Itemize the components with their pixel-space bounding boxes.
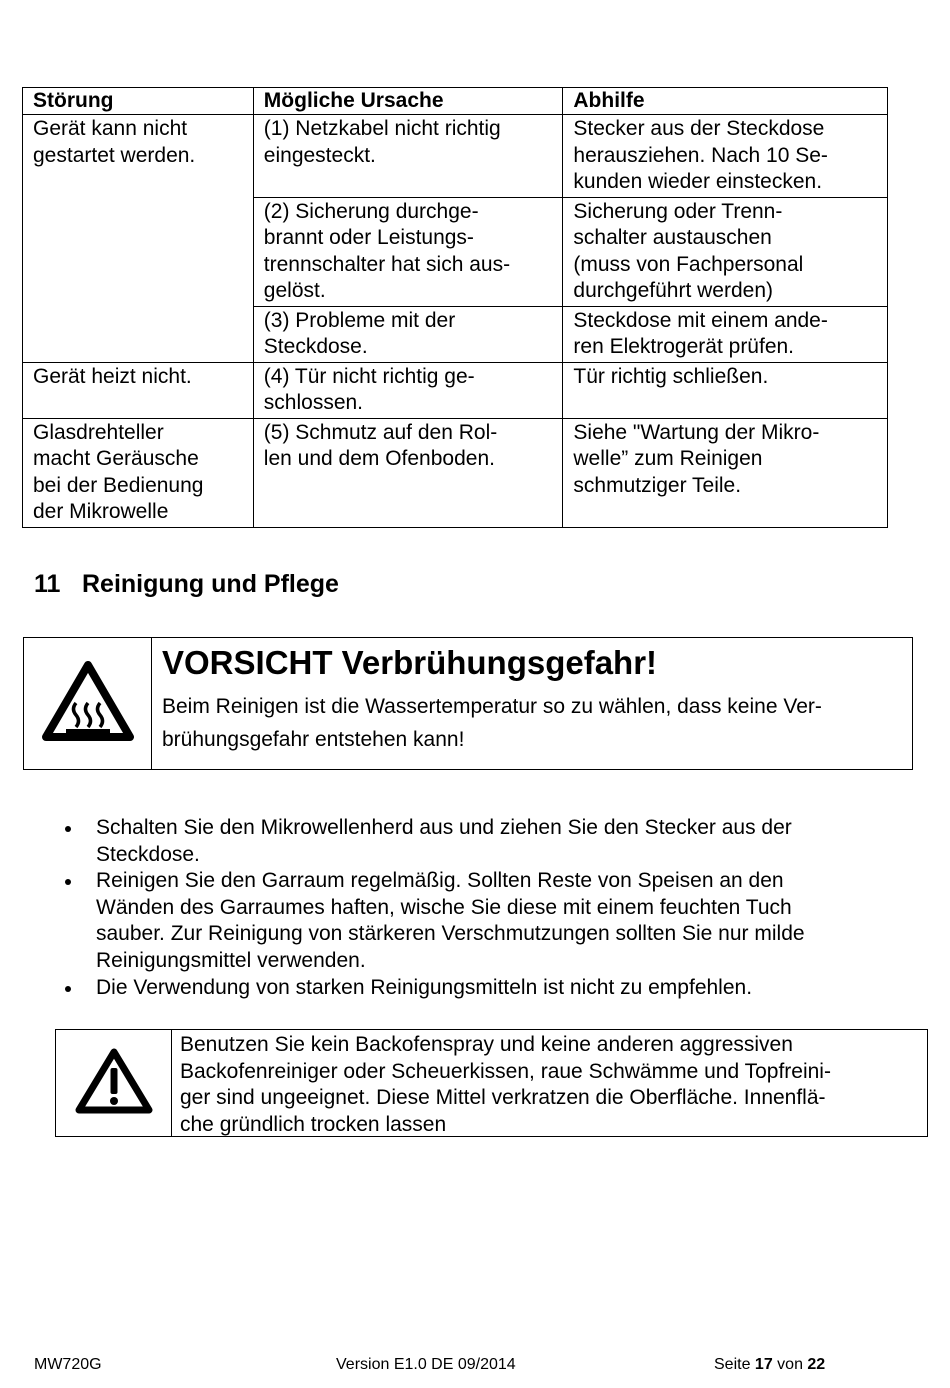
problem-cell: Glasdrehteller macht Geräusche bei der Bedienung der Mikrowelle [23, 418, 254, 527]
header-problem: Störung [23, 88, 254, 115]
exclamation-warning-icon [75, 1048, 153, 1119]
header-remedy: Abhilfe [563, 88, 888, 115]
cause-cell: (2) Sicherung durchge- brannt oder Leistungs- trennschalter hat sich aus- gelöst. [253, 197, 563, 306]
bullet-icon [65, 879, 71, 885]
remedy-cell: Sicherung oder Trenn- schalter austauschen (muss von Fachpersonal durchgeführt werden) [563, 197, 888, 306]
warning-box [55, 1029, 928, 1137]
cause-cell: (1) Netzkabel nicht richtig eingesteckt. [253, 115, 563, 198]
list-item: Schalten Sie den Mikrowellenherd aus und ziehen Sie den Stecker aus der Steckdose. [60, 815, 890, 868]
footer-page-number: Seite 17 von 22 [714, 1356, 826, 1373]
section-heading [34, 570, 339, 599]
bullet-icon [65, 826, 71, 832]
cause-cell: (5) Schmutz auf den Rol- len und dem Ofenboden. [253, 418, 563, 527]
problem-cell: Gerät heizt nicht. [23, 362, 254, 418]
caution-text: Beim Reinigen ist die Wassertemperatur so zu wählen, dass keine Ver- brühungsgefahr entstehen kann! [162, 695, 822, 751]
section-title: Reinigung und Pflege [82, 570, 339, 598]
caution-box [23, 637, 913, 770]
table-header-row [23, 88, 888, 115]
table-row [23, 418, 888, 527]
footer-version: Version E1.0 DE 09/2014 [336, 1356, 516, 1373]
remedy-cell: Stecker aus der Steckdose herausziehen. Nach 10 Se- kunden wieder einstecken. [563, 115, 888, 198]
table-row [23, 115, 888, 198]
list-item: Die Verwendung von starken Reinigungsmitteln ist nicht zu empfehlen. [60, 975, 890, 1002]
cause-cell: (4) Tür nicht richtig ge- schlossen. [253, 362, 563, 418]
hot-surface-warning-icon [42, 661, 134, 746]
bullet-icon [65, 986, 71, 992]
caution-title: VORSICHT Verbrühungsgefahr! [162, 644, 658, 681]
footer-model: MW720G [34, 1356, 102, 1373]
header-cause: Mögliche Ursache [253, 88, 563, 115]
current-page: 17 [754, 1356, 773, 1373]
remedy-cell: Steckdose mit einem ande- ren Elektrogerät prüfen. [563, 306, 888, 362]
cause-cell: (3) Probleme mit der Steckdose. [253, 306, 563, 362]
section-number: 11 [34, 570, 61, 598]
problem-cell: Gerät kann nicht gestartet werden. [23, 115, 254, 363]
table-row [23, 362, 888, 418]
remedy-cell: Siehe "Wartung der Mikro- welle” zum Reinigen schmutziger Teile. [563, 418, 888, 527]
list-item: Reinigen Sie den Garraum regelmäßig. Sollten Reste von Speisen an den Wänden des Garraumes haften, wische Sie diese mit einem feuchten Tuch sauber. Zur Reinigung von stärkeren Verschmutzungen sollten Sie nur milde Reinigungsmittel verwenden. [60, 868, 890, 974]
troubleshooting-table [22, 87, 888, 528]
cleaning-instructions-list [60, 815, 890, 1001]
remedy-cell: Tür richtig schließen. [563, 362, 888, 418]
warning-text: Benutzen Sie kein Backofenspray und keine anderen aggressiven Backofenreiniger oder Scheuerkissen, raue Schwämme und Topfreini- ger sind ungeeignet. Diese Mittel verkratzen die Oberfläche. Innenflä- che gründlich trocken lassen [180, 1033, 831, 1136]
total-pages: 22 [807, 1356, 826, 1373]
